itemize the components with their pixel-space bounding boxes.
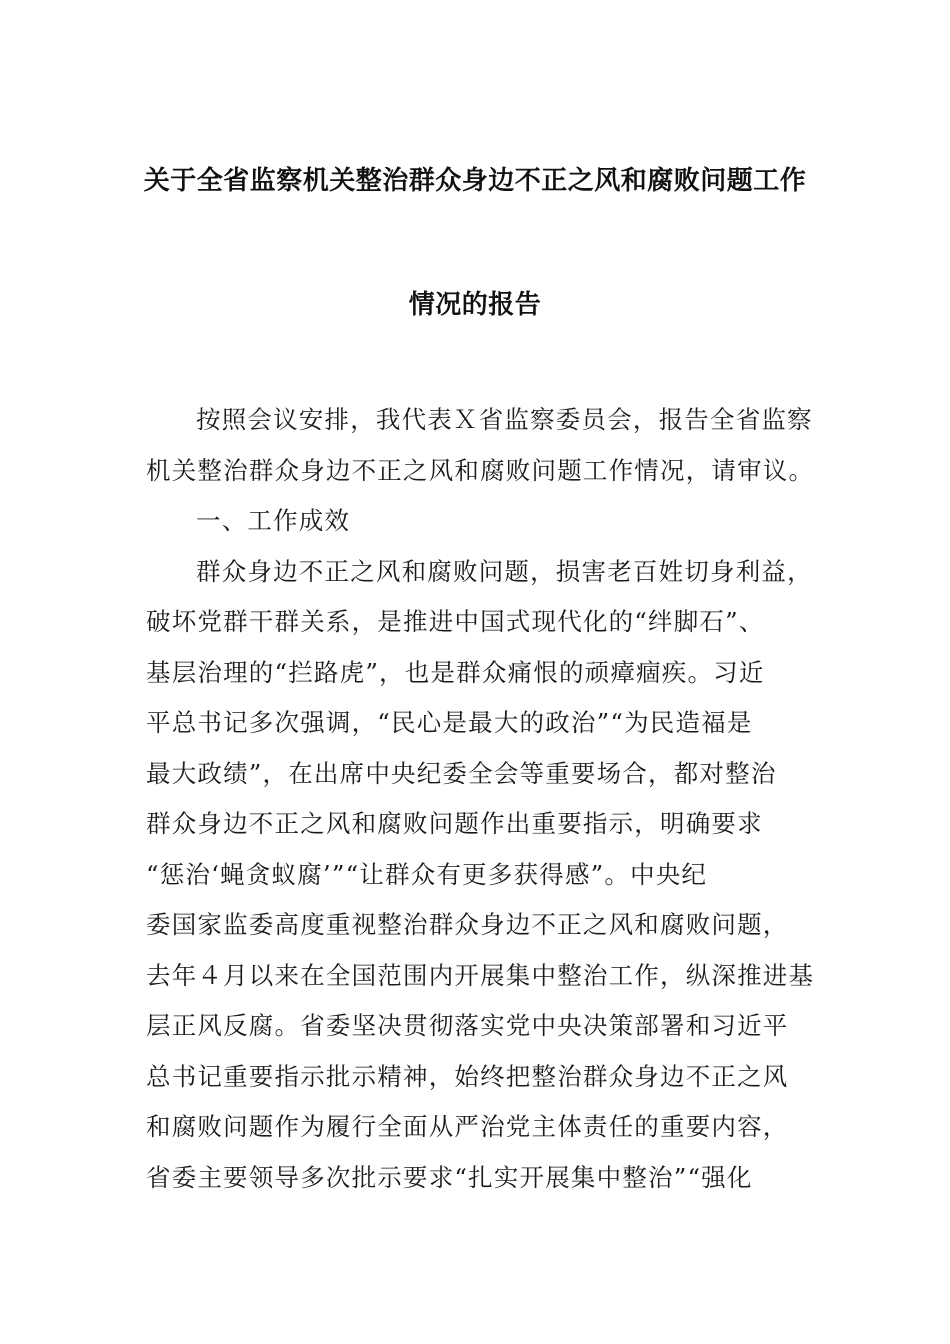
paragraph-line: 基层治理的“拦路虎”，也是群众痛恨的顽瘴痼疾。习近 bbox=[146, 657, 765, 687]
paragraph-line: 群众身边不正之风和腐败问题，损害老百姓切身利益， bbox=[196, 556, 813, 586]
paragraph-line: 总书记重要指示批示精神，始终把整治群众身边不正之风 bbox=[146, 1061, 789, 1091]
document-body bbox=[146, 395, 815, 1203]
paragraph-line: 去年４月以来在全国范围内开展集中整治工作，纵深推进基 bbox=[146, 960, 815, 990]
paragraph-line: 委国家监委高度重视整治群众身边不正之风和腐败问题， bbox=[146, 910, 789, 939]
paragraph-line: 省委主要领导多次批示要求“扎实开展集中整治”“强化 bbox=[146, 1162, 753, 1192]
paragraph-line: 和腐败问题作为履行全面从严治党主体责任的重要内容， bbox=[146, 1112, 789, 1141]
paragraph-line: “惩治‘蝇贪蚁腐’”“让群众有更多获得感”。中央纪 bbox=[146, 859, 708, 889]
paragraph-line: 破坏党群干群关系，是推进中国式现代化的“绊脚石”、 bbox=[146, 607, 765, 636]
section-heading: 一、工作成效 bbox=[196, 506, 351, 535]
document-title-line-2: 情况的报告 bbox=[408, 290, 542, 320]
paragraph-line: 平总书记多次强调，“民心是最大的政治”“为民造福是 bbox=[146, 708, 753, 737]
paragraph-line: 按照会议安排，我代表Ｘ省监察委员会，报告全省监察 bbox=[196, 405, 813, 434]
paragraph-line: 群众身边不正之风和腐败问题作出重要指示，明确要求 bbox=[146, 809, 763, 838]
paragraph-line: 层正风反腐。省委坚决贯彻落实党中央决策部署和习近平 bbox=[146, 1011, 789, 1040]
paragraph-line: 机关整治群众身边不正之风和腐败问题工作情况，请审议。 bbox=[146, 455, 815, 485]
paragraph-line: 最大政绩”，在出席中央纪委全会等重要场合，都对整治 bbox=[146, 758, 777, 788]
document-title-line-1: 关于全省监察机关整治群众身边不正之风和腐败问题工作 bbox=[143, 166, 807, 196]
